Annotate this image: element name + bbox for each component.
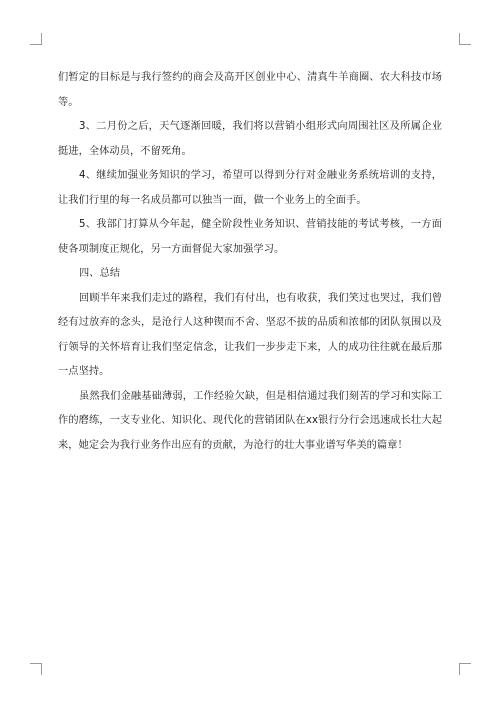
crop-mark-bottom-right — [459, 663, 471, 675]
paragraph-item-5: 5、我部门打算从今年起，健全阶段性业务知识、营销技能的考试考核，一方面使各项制度正规化，另一方面督促大家加强学习。 — [58, 219, 442, 255]
paragraph-summary-1: 回顾半年来我们走过的路程，我们有付出，也有收获，我们笑过也哭过，我们曾经有过放弃的念头，是沧行人这种锲而不舍、坚忍不拔的品质和浓郁的团队氛围以及行领导的关怀培育让我们坚定信念，让我们一步步走下来，人的成功往往就在最后那一点坚持。 — [58, 292, 442, 377]
crop-mark-bottom-left — [30, 663, 42, 675]
paragraph-summary-2: 虽然我们金融基础薄弱，工作经验欠缺，但是相信通过我们刻苦的学习和实际工作的磨练，一支专业化、知识化、现代化的营销团队在xx银行分行会迅速成长壮大起来，她定会为我行业务作出应有的贡献，为沧行的壮大事业谱写华美的篇章！ — [58, 390, 442, 451]
document-body — [58, 66, 442, 458]
paragraph-item-3: 3、二月份之后，天气逐渐回暖，我们将以营销小组形式向周围社区及所属企业挺进，全体动员，不留死角。 — [58, 121, 442, 157]
crop-mark-top-right — [459, 33, 471, 45]
paragraph-item-4: 4、继续加强业务知识的学习，希望可以得到分行对金融业务系统培训的支持，让我们行里的每一名成员都可以独当一面，做一个业务上的全面手。 — [58, 170, 442, 206]
crop-mark-top-left — [30, 33, 42, 45]
paragraph-continuation: 们暂定的目标是与我行签约的商会及高开区创业中心、清真牛羊商圈、农大科技市场等。 — [58, 72, 442, 108]
section-heading-summary: 四、总结 — [79, 268, 121, 279]
